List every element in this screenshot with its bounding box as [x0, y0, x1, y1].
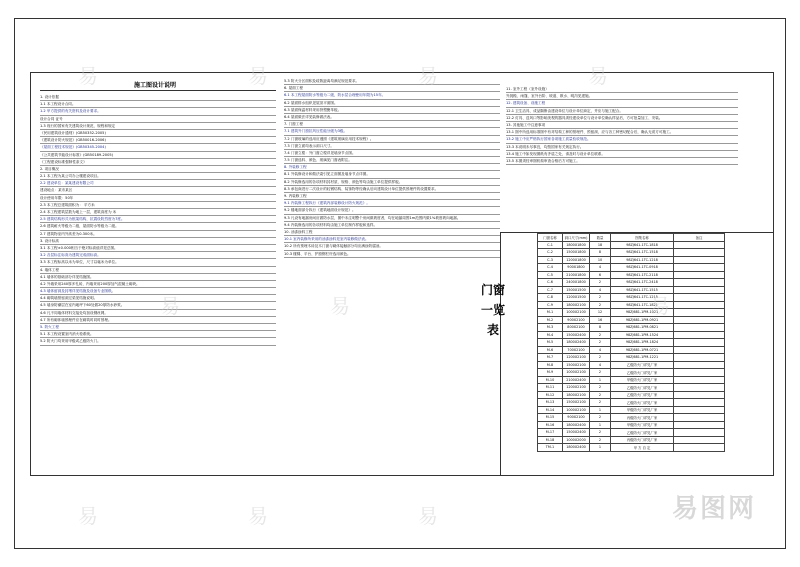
schedule-cell: C-4 [538, 264, 563, 272]
watermark: 易 [418, 504, 438, 528]
schedule-cell: 1200X2100 [563, 354, 590, 362]
schedule-cell: M-15 [538, 414, 563, 422]
schedule-cell: 2 [590, 414, 611, 422]
note-line: 12.2 灯具、送风口等影响美观的器具须经建设单位与设计单位确认样品后，方可批量加工、安装。 [506, 115, 738, 122]
schedule-cell: 1800X2100 [563, 301, 590, 309]
note-line: 10.1 室内装修所采用的油漆涂料见室内装修做法表。 [284, 236, 500, 243]
note-line: 5. 防火工程 [40, 324, 276, 331]
schedule-cell: C-5 [538, 271, 563, 279]
schedule-cell: M-18 [538, 436, 563, 444]
note-line: 2.3 本工程总建筑面积为： 平方米 [40, 202, 276, 209]
schedule-cell: 900X2100 [563, 414, 590, 422]
schedule-cell: 700X2100 [563, 346, 590, 354]
note-line: 7.1 建筑外门窗抗风压性能分级为3级。 [284, 128, 500, 135]
schedule-cell [674, 391, 725, 399]
note-line: 建设地点：某市某区 [40, 187, 276, 194]
schedule-header-cell: 门窗名称 [538, 234, 563, 242]
note-line: 3.1 本工程±0.000相当于绝对标高值详见总图。 [40, 245, 276, 252]
note-line: 13. 其他施工中注意事项 [506, 122, 738, 129]
schedule-row [538, 331, 725, 339]
schedule-row [538, 301, 725, 309]
schedule-cell [674, 286, 725, 294]
note-line: 12. 建筑设备、设施工程 [506, 100, 738, 107]
schedule-cell: 2 [590, 294, 611, 302]
watermark: 易 [418, 64, 438, 88]
schedule-cell: 4 [590, 286, 611, 294]
note-line: 9.2 楼地面部分执行《建筑地面设计规范》。 [284, 207, 500, 214]
note-line: 2.7 建筑物室内外高差为0.300米。 [40, 231, 276, 238]
schedule-row [538, 309, 725, 317]
note-line: 9.1 内装修工程执行《建筑内部装修设计防火规范》。 [284, 200, 500, 207]
watermark: 易 [78, 504, 98, 528]
watermark: 易 [248, 64, 268, 88]
schedule-cell: M-3 [538, 324, 563, 332]
title-underline [40, 90, 276, 91]
schedule-cell: M-16 [538, 421, 563, 429]
note-line: 10. 油漆涂料工程 [284, 229, 500, 236]
note-line: 外挑檐、雨篷、室外台阶、坡道、散水、明沟见建施。 [506, 93, 738, 100]
schedule-cell: 98ZJ641-1TC-1818 [611, 241, 674, 249]
schedule-row [538, 316, 725, 324]
note-line: 设计合同 证号 [40, 116, 276, 123]
brand-watermark: 易图网 [672, 494, 757, 524]
schedule-cell: M-5 [538, 339, 563, 347]
schedule-cell: M-12 [538, 391, 563, 399]
schedule-row [538, 264, 725, 272]
schedule-cell [674, 414, 725, 422]
watermark: 易 [650, 294, 670, 318]
schedule-cell [674, 241, 725, 249]
schedule-cell: 98ZJ681-1PM-1221 [611, 354, 674, 362]
schedule-cell: 900X2100 [563, 316, 590, 324]
watermark: 易 [330, 294, 350, 318]
schedule-cell: 98ZJ681-1PM-1524 [611, 331, 674, 339]
schedule-row [538, 421, 725, 429]
schedule-row [538, 256, 725, 264]
schedule-cell [674, 436, 725, 444]
schedule-cell: M-17 [538, 429, 563, 437]
note-line: 4.6 凡不同墙体材料交接处均加设钢丝网。 [40, 310, 276, 317]
note-line: 7.2 门窗玻璃的选用应遵照《建筑玻璃应用技术规程》。 [284, 136, 500, 143]
schedule-cell: 1800X2400 [563, 421, 590, 429]
note-line: 4.4 砌筑墙预留洞过梁见结施说明。 [40, 295, 276, 302]
schedule-cell: M-14 [538, 406, 563, 414]
schedule-cell: 1 [590, 421, 611, 429]
schedule-cell: 1000X2100 [563, 309, 590, 317]
schedule-cell: M-7 [538, 354, 563, 362]
note-line: 3. 设计标高 [40, 238, 276, 245]
schedule-cell: 98ZJ681-1PM-0721 [611, 346, 674, 354]
notes-column-3 [506, 86, 738, 232]
watermark: 易 [160, 294, 180, 318]
schedule-cell: 2 [590, 369, 611, 377]
schedule-header-cell: 图集名称 [611, 234, 674, 242]
note-line: 6.4 屋面做法详见装修做法表。 [284, 114, 500, 121]
schedule-cell: 98ZJ641-1TC-1515 [611, 286, 674, 294]
note-line: 3.2 各层标注标高为建筑完成面标高。 [40, 252, 276, 259]
schedule-cell: 甲级防火门详见厂家 [611, 421, 674, 429]
note-line: 4.1 墙体的基础部分详见结施图。 [40, 274, 276, 281]
note-line: 7.3 门窗立面均表示洞口尺寸。 [284, 143, 500, 150]
note-line: 13.4 施工中如发现图纸有矛盾之处，请及时与设计单位联系。 [506, 151, 738, 158]
schedule-cell [674, 256, 725, 264]
schedule-row [538, 279, 725, 287]
schedule-cell: 12 [590, 309, 611, 317]
schedule-row [538, 444, 725, 452]
schedule-cell: 2100X2400 [563, 376, 590, 384]
note-line: 5.1 本工程设置室内消火栓系统。 [40, 331, 276, 338]
schedule-cell [674, 331, 725, 339]
schedule-cell: 900X1800 [563, 264, 590, 272]
note-line: 1.2 甲方提供的有关资料及设计要求。 [40, 108, 276, 115]
schedule-cell: 98ZJ641-1TC-1518 [611, 249, 674, 257]
schedule-cell: M-11 [538, 384, 563, 392]
schedule-cell: 1200X1800 [563, 256, 590, 264]
schedule-row [538, 354, 725, 362]
schedule-cell: M-1 [538, 309, 563, 317]
schedule-cell [674, 324, 725, 332]
note-line: 2.6 建筑耐火等级为二级，屋面防水等级为二级。 [40, 223, 276, 230]
note-line: 2.2 建设单位：某某建设有限公司 [40, 180, 276, 187]
schedule-cell [674, 406, 725, 414]
schedule-cell: 16 [590, 316, 611, 324]
page-title: 施工图设计说明 [133, 82, 176, 89]
schedule-cell: 1 [590, 444, 611, 452]
schedule-cell [674, 264, 725, 272]
schedule-cell: 4 [590, 264, 611, 272]
schedule-cell: 8 [590, 324, 611, 332]
schedule-cell [674, 399, 725, 407]
schedule-cell: 乙级防火门详见厂家 [611, 369, 674, 377]
schedule-cell [674, 361, 725, 369]
note-line: 6.3 屋面保温材料采用挤塑聚苯板。 [284, 107, 500, 114]
schedule-cell: 甲级防火门详见厂家 [611, 376, 674, 384]
schedule-cell: 2 [590, 331, 611, 339]
schedule-header-cell: 备注 [674, 234, 725, 242]
note-line: 《工程建设标准强制性条文》 [40, 159, 276, 166]
schedule-cell [674, 309, 725, 317]
schedule-row [538, 376, 725, 384]
note-line: 13.1 图中所选用标准图中有对结构工种的预埋件、预留洞，应与各工种密切配合后，确认无误方可施工。 [506, 129, 738, 136]
schedule-cell [674, 301, 725, 309]
schedule-cell: 乙级防火门详见厂家 [611, 399, 674, 407]
schedule-cell: 1800X2100 [563, 391, 590, 399]
note-line: 4.3 墙体留洞及封堵详见结施及设备专业图纸。 [40, 288, 276, 295]
note-line: 9.4 内装修选用的各项材料均由施工单位制作样板和选样。 [284, 222, 500, 229]
note-line: 6.2 屋面排水组织见屋顶平面图。 [284, 100, 500, 107]
schedule-cell: C-3 [538, 256, 563, 264]
schedule-row [538, 384, 725, 392]
schedule-row [538, 324, 725, 332]
schedule-cell [674, 421, 725, 429]
schedule-cell: 2 [590, 279, 611, 287]
schedule-cell: 1500X2100 [563, 361, 590, 369]
schedule-cell: 2400X1800 [563, 279, 590, 287]
schedule-row [538, 414, 725, 422]
note-line: 7.4 门窗立樘：外门窗立樘详见墙身节点图。 [284, 150, 500, 157]
schedule-cell: 10 [590, 256, 611, 264]
note-line: 4. 墙体工程 [40, 267, 276, 274]
schedule-cell: 98ZJ641-1TC-1218 [611, 256, 674, 264]
schedule-cell: 乙级防火门详见厂家 [611, 391, 674, 399]
schedule-cell: 1200X2100 [563, 384, 590, 392]
note-line: 4.7 所有砌体墙预埋件应在砌筑时同时预埋。 [40, 317, 276, 324]
note-line: 13.5 本图须经审图机构审查合格后方可施工。 [506, 158, 738, 165]
schedule-cell: M-4 [538, 331, 563, 339]
note-line: 4.5 墙身防潮层在室内地坪下60处做20厚防水砂浆。 [40, 302, 276, 309]
note-line: 8.3 承包商进行二次设计的轻钢结构、装饰物等经确认后向建筑设计单位提供预埋件的设置要求。 [284, 186, 500, 193]
note-line: 8.2 外装修选用的各项材料其材质、规格、颜色等均由施工单位提供样板。 [284, 179, 500, 186]
schedule-cell: 1500X1800 [563, 249, 590, 257]
schedule-cell: 乙级防火门详见厂家 [611, 361, 674, 369]
schedule-cell: M-9 [538, 369, 563, 377]
schedule-row [538, 391, 725, 399]
schedule-row [538, 339, 725, 347]
schedule-cell: M-2 [538, 316, 563, 324]
schedule-cell: 乙级防火门详见厂家 [611, 429, 674, 437]
schedule-cell [674, 354, 725, 362]
schedule-cell [674, 369, 725, 377]
note-line: 9.3 凡设有地漏房间应做防水层，图中未注明整个房间做坡度者，均在地漏周围1m范围内做1%坡度坡向地漏。 [284, 215, 500, 222]
schedule-cell: 98ZJ681-1PM-0821 [611, 324, 674, 332]
notes-column-1 [40, 94, 276, 474]
schedule-cell: 1800X1800 [563, 241, 590, 249]
schedule-row [538, 361, 725, 369]
schedule-cell: 98ZJ641-1TC-2418 [611, 279, 674, 287]
note-line: 8.1 外装修设计和做法索引见立面图及墙身节点详图。 [284, 171, 500, 178]
note-line: 7. 门窗工程 [284, 121, 500, 128]
schedule-row [538, 249, 725, 257]
schedule-cell: 1000X2100 [563, 406, 590, 414]
note-line: 5.3 防火分区面积及疏散距离均满足规范要求。 [284, 78, 500, 85]
note-line: 10.3 楼梯、平台、护窗钢栏杆选用颜色。 [284, 251, 500, 258]
schedule-row [538, 271, 725, 279]
schedule-cell [674, 376, 725, 384]
note-line: 8. 外装修工程 [284, 164, 500, 171]
schedule-cell: M-6 [538, 346, 563, 354]
schedule-cell: C-7 [538, 286, 563, 294]
schedule-row [538, 369, 725, 377]
schedule-header-cell: 洞口尺寸(mm) [563, 234, 590, 242]
schedule-cell: 98ZJ641-1TC-1821 [611, 301, 674, 309]
schedule-row [538, 429, 725, 437]
note-line: 13.3 本说明未尽事宜，均按国家有关规定执行。 [506, 144, 738, 151]
schedule-cell: 4 [590, 361, 611, 369]
schedule-cell: 98ZJ681-1PM-1824 [611, 339, 674, 347]
schedule-cell: 98ZJ681-1PM-1021 [611, 309, 674, 317]
schedule-cell: 1000X2100 [563, 369, 590, 377]
note-line: 10.2 所有预埋木砖及木门窗与砌体接触部分均应满涂防腐油。 [284, 243, 500, 250]
schedule-cell [674, 346, 725, 354]
note-line: 《民用建筑设计通则》(GB50352-2005) [40, 130, 276, 137]
schedule-cell: C-8 [538, 294, 563, 302]
note-line: 1. 设计依据 [40, 94, 276, 101]
note-line: 2.4 本工程建筑层数为地上一层，建筑高度为 米 [40, 209, 276, 216]
schedule-row [538, 436, 725, 444]
schedule-cell: 1 [590, 406, 611, 414]
schedule-header-row [538, 234, 725, 242]
schedule-cell: 1500X2100 [563, 399, 590, 407]
schedule-cell: 1500X2400 [563, 429, 590, 437]
note-line: 5.2 防火门均采用甲级或乙级防火门。 [40, 338, 276, 345]
schedule-cell: 1800X2400 [563, 444, 590, 452]
schedule-cell: 2 [590, 339, 611, 347]
schedule-row [538, 406, 725, 414]
schedule-cell: 2 [590, 354, 611, 362]
schedule-cell: 1800X2400 [563, 339, 590, 347]
schedule-cell [674, 339, 725, 347]
schedule-cell: 2 [590, 384, 611, 392]
door-window-schedule-table [537, 233, 725, 452]
schedule-cell: 2100X1800 [563, 271, 590, 279]
schedule-cell: TM-1 [538, 444, 563, 452]
schedule-row [538, 241, 725, 249]
schedule-cell: 丙级防火门详见厂家 [611, 436, 674, 444]
note-line: 4.2 外墙采用240厚多孔砖，内墙采用200厚加气混凝土砌块。 [40, 281, 276, 288]
schedule-cell: 8 [590, 249, 611, 257]
note-line: 13.2 施工中应严格执行国家各项施工质量验收规范。 [506, 136, 738, 143]
note-line: 2.5 建筑结构形式为框架结构，抗震设防烈度为7度。 [40, 216, 276, 223]
note-line: 6.1 本工程屋面防水等级为二级，防水层合理使用年限为15年。 [284, 92, 500, 99]
schedule-cell: 1500X2400 [563, 331, 590, 339]
schedule-cell: 18 [590, 241, 611, 249]
note-line: 1.3 现行的国家有关建筑设计规范、规程和规定 [40, 123, 276, 130]
schedule-cell: 1200X1500 [563, 294, 590, 302]
note-line: 《公共建筑节能设计标准》(GB50189-2005) [40, 152, 276, 159]
schedule-cell: 6 [590, 271, 611, 279]
schedule-cell: C-2 [538, 249, 563, 257]
schedule-cell: 2 [590, 429, 611, 437]
schedule-cell: 乙级防火门详见厂家 [611, 384, 674, 392]
note-line: 2.1 本工程为某公司办公楼建设项目。 [40, 173, 276, 180]
note-line: 12.1 卫生洁具、成品隔断由建设单位与设计单位商定，并应与施工配合。 [506, 108, 738, 115]
note-line: 《屋面工程技术规范》(GB50345-2004) [40, 144, 276, 151]
schedule-cell: 1 [590, 376, 611, 384]
note-line: 设计使用年限：50年 [40, 195, 276, 202]
note-line: 6. 屋面工程 [284, 85, 500, 92]
schedule-row [538, 286, 725, 294]
schedule-cell [674, 249, 725, 257]
note-line: 7.5 门窗选料、颜色、玻璃见门窗表附注。 [284, 157, 500, 164]
schedule-cell: M-10 [538, 376, 563, 384]
note-line: 3.3 本工程标高以米为单位，尺寸以毫米为单位。 [40, 259, 276, 266]
schedule-cell: 2 [590, 436, 611, 444]
note-line: 2. 项目概况 [40, 166, 276, 173]
schedule-cell: M-8 [538, 361, 563, 369]
schedule-cell: C-6 [538, 279, 563, 287]
schedule-cell: 98ZJ681-1PM-0921 [611, 316, 674, 324]
schedule-cell: 98ZJ641-1TC-0918 [611, 264, 674, 272]
schedule-row [538, 399, 725, 407]
schedule-cell: C-1 [538, 241, 563, 249]
note-line: 《建筑设计防火规范》(GB50016-2006) [40, 137, 276, 144]
schedule-cell: 4 [590, 346, 611, 354]
note-line: 11. 室外工程（室外设施） [506, 86, 738, 93]
note-line: 9. 内装修工程 [284, 193, 500, 200]
schedule-cell [674, 294, 725, 302]
schedule-row [538, 346, 725, 354]
note-line: 1.1 本工程设计合同。 [40, 101, 276, 108]
schedule-cell: 2 [590, 391, 611, 399]
schedule-header-cell: 数量 [590, 234, 611, 242]
notes-column-2 [284, 78, 500, 474]
schedule-cell [674, 384, 725, 392]
schedule-cell: 98ZJ641-1TC-1215 [611, 294, 674, 302]
schedule-cell: 1000X2000 [563, 436, 590, 444]
schedule-cell: 丙级防火门详见厂家 [611, 414, 674, 422]
schedule-cell: 1500X1500 [563, 286, 590, 294]
schedule-cell [674, 444, 725, 452]
schedule-cell: 2 [590, 301, 611, 309]
schedule-cell: 甲级防火门详见厂家 [611, 406, 674, 414]
schedule-cell [674, 271, 725, 279]
schedule-row [538, 294, 725, 302]
schedule-cell: 800X2100 [563, 324, 590, 332]
schedule-cell: 2 [590, 399, 611, 407]
schedule-cell: 98ZJ641-1TC-2118 [611, 271, 674, 279]
watermark: 易 [588, 64, 608, 88]
schedule-cell [674, 429, 725, 437]
schedule-title: 门窗一览表 [480, 283, 505, 337]
schedule-cell [674, 316, 725, 324]
schedule-cell: 甲 方 自 定 [611, 444, 674, 452]
schedule-cell [674, 279, 725, 287]
watermark: 易 [78, 64, 98, 88]
schedule-cell: M-13 [538, 399, 563, 407]
schedule-cell: C-9 [538, 301, 563, 309]
watermark: 易 [248, 504, 268, 528]
